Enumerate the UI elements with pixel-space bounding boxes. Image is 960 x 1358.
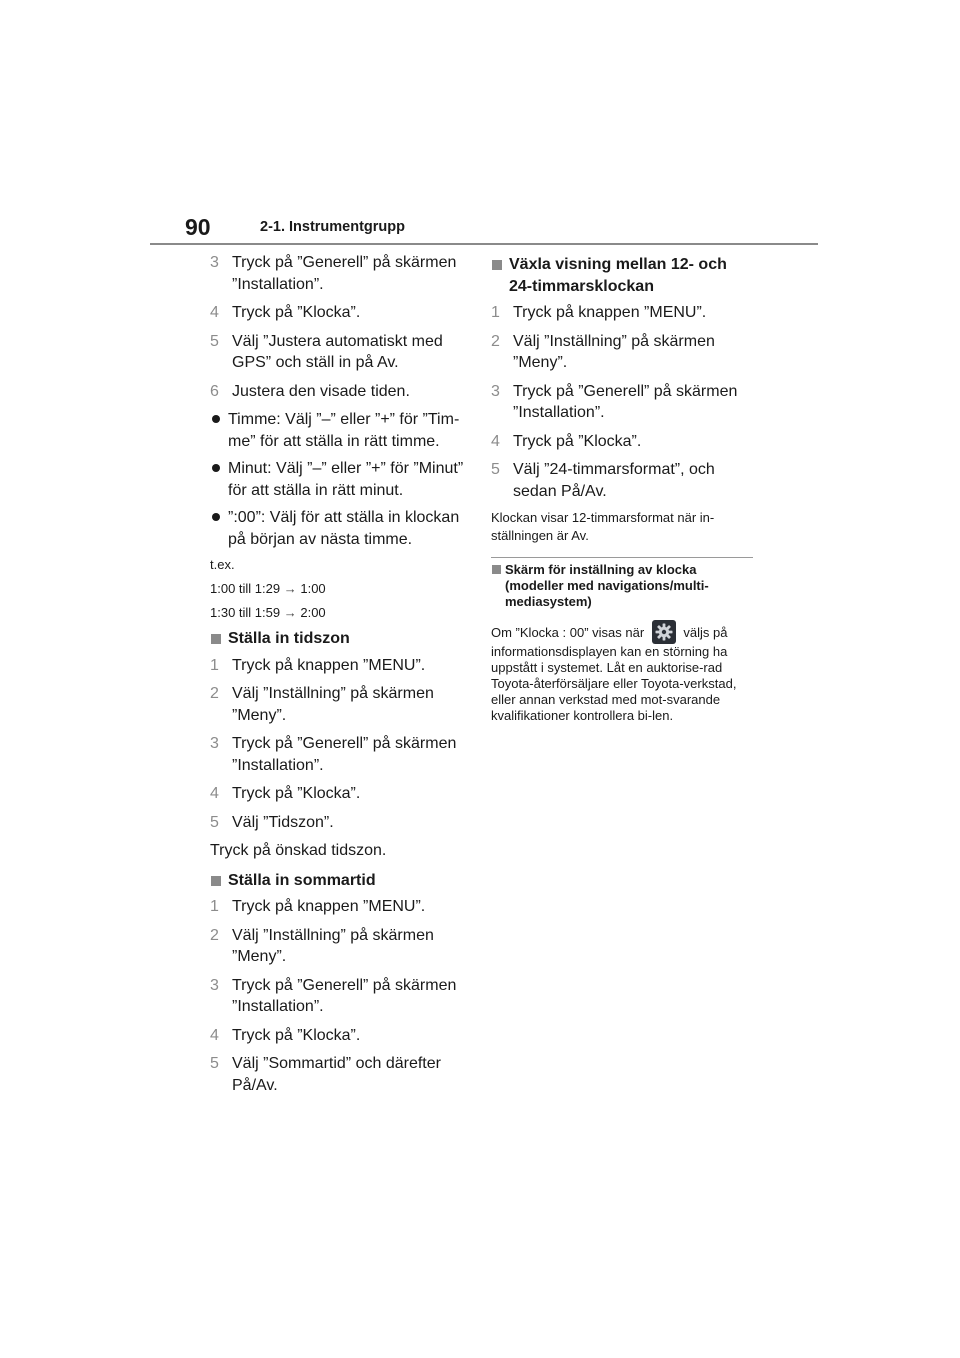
square-marker-icon [210, 628, 228, 650]
step-item [210, 331, 468, 374]
right-column [491, 252, 753, 724]
example-line-1 [210, 580, 468, 598]
step-text: Välj ”Inställning” på skärmen ”Meny”. [232, 926, 434, 965]
heading-clock-format: Växla visning mellan 12- och 24-timmarsklockan [491, 254, 753, 297]
bullet-item [210, 507, 468, 550]
page-number: 90 [185, 214, 211, 240]
step-text: Tryck på ”Generell” på skärmen ”Installation”. [232, 254, 457, 293]
square-marker-icon [491, 562, 505, 610]
step-text: Tryck på ”Klocka”. [513, 432, 642, 450]
step-item [210, 896, 468, 918]
timezone-instruction: Tryck på önskad tidszon. [210, 842, 387, 859]
step-item [491, 302, 753, 324]
step-item [210, 252, 468, 295]
step-text: Välj ”24-timmarsformat”, och sedan På/Av. [513, 461, 715, 500]
step-number: 4 [210, 1026, 219, 1044]
info-heading: Skärm för inställning av klocka (modeller med navigations/multi-mediasystem) [491, 562, 753, 610]
left-column [210, 252, 468, 1103]
step-item [210, 925, 468, 968]
step-text: Välj ”Sommartid” och därefter På/Av. [232, 1055, 441, 1094]
step-item [210, 812, 468, 834]
header-divider [150, 243, 818, 245]
step-number: 4 [210, 785, 219, 802]
step-number: 2 [210, 685, 219, 702]
step-text: Tryck på knappen ”MENU”. [232, 656, 426, 674]
step-item [210, 683, 468, 726]
example-line-2 [210, 604, 468, 622]
page-header [0, 0, 960, 250]
arrow-right-icon: → [283, 605, 297, 620]
step-text: Justera den visade tiden. [232, 382, 410, 400]
heading-timezone: Ställa in tidszon [210, 628, 468, 650]
square-marker-icon [491, 254, 509, 297]
step-item [491, 381, 753, 424]
section-title: 2-1. Instrumentgrupp [260, 219, 406, 235]
step-number: 1 [210, 656, 219, 674]
step-text: Välj ”Inställning” på skärmen ”Meny”. [513, 332, 715, 371]
bullet-item [210, 458, 468, 501]
step-item [491, 431, 753, 453]
step-item [210, 1053, 468, 1096]
step-item [210, 302, 468, 324]
bullet-dot-icon [210, 507, 228, 550]
info-text-before: Om ”Klocka : 00” visas när [491, 625, 645, 640]
step-number: 2 [491, 332, 500, 350]
step-item [210, 733, 468, 776]
step-text: Tryck på ”Klocka”. [232, 304, 361, 321]
step-item [210, 783, 468, 805]
bullet-text: Timme: Välj ”–” eller ”+” för ”Tim-me” för att ställa in rätt timme. [228, 411, 460, 450]
step-text: Tryck på ”Klocka”. [232, 785, 361, 802]
step-item [491, 459, 753, 502]
step-item [210, 1025, 468, 1047]
step-number: 3 [491, 382, 500, 400]
step-item [210, 975, 468, 1018]
step-text: Tryck på ”Klocka”. [232, 1026, 361, 1044]
step-text: Tryck på ”Generell” på skärmen ”Installation”. [232, 976, 457, 1015]
example-from: 1:00 till 1:29 [210, 581, 281, 596]
step-text: Tryck på ”Generell” på skärmen ”Installation”. [513, 382, 738, 421]
step-number: 5 [491, 461, 500, 478]
bullet-dot-icon [210, 458, 228, 501]
step-number: 1 [210, 898, 219, 915]
example-to: 1:00 [300, 581, 326, 596]
step-number: 2 [210, 926, 219, 944]
gear-icon [652, 620, 676, 644]
info-body [491, 620, 753, 724]
step-item [210, 655, 468, 677]
step-text: Tryck på knappen ”MENU”. [513, 304, 707, 321]
step-number: 6 [210, 382, 219, 400]
heading-summertime: Ställa in sommartid [210, 870, 468, 892]
square-marker-icon [210, 870, 228, 892]
info-divider [491, 557, 753, 558]
step-text: Välj ”Inställning” på skärmen ”Meny”. [232, 685, 434, 724]
step-text: Tryck på ”Generell” på skärmen ”Installation”. [232, 735, 457, 774]
info-text-after: väljs på informationsdisplayen kan en störning ha uppstått i systemet. Låt en auktorise-rad Toyota-återförsäljare eller Toyota-verkstad, eller annan verkstad med mot-svarande kvalifikationer kontrollera bi-len. [491, 625, 737, 723]
example-from: 1:30 till 1:59 [210, 605, 281, 620]
step-number: 5 [210, 1055, 219, 1072]
step-number: 3 [210, 254, 219, 271]
step-item [491, 331, 753, 374]
bullet-text: ”:00”: Välj för att ställa in klockan på början av nästa timme. [228, 509, 460, 548]
example-to: 2:00 [300, 605, 326, 620]
step-text: Välj ”Tidszon”. [232, 813, 334, 831]
format-note: Klockan visar 12-timmarsformat när in-ställningen är Av. [491, 510, 715, 543]
bullet-item [210, 409, 468, 452]
bullet-text: Minut: Välj ”–” eller ”+” för ”Minut” för att ställa in rätt minut. [228, 460, 464, 499]
step-text: Välj ”Justera automatiskt med GPS” och ställ in på Av. [232, 332, 443, 371]
example-label: t.ex. [210, 557, 235, 572]
arrow-right-icon: → [283, 581, 297, 596]
step-text: Tryck på knappen ”MENU”. [232, 898, 426, 915]
step-number: 1 [491, 304, 500, 321]
step-item [210, 381, 468, 403]
step-number: 3 [210, 976, 219, 994]
step-number: 5 [210, 332, 219, 350]
step-number: 3 [210, 735, 219, 752]
step-number: 5 [210, 813, 219, 831]
step-number: 4 [210, 304, 219, 321]
bullet-dot-icon [210, 409, 228, 452]
step-number: 4 [491, 432, 500, 450]
